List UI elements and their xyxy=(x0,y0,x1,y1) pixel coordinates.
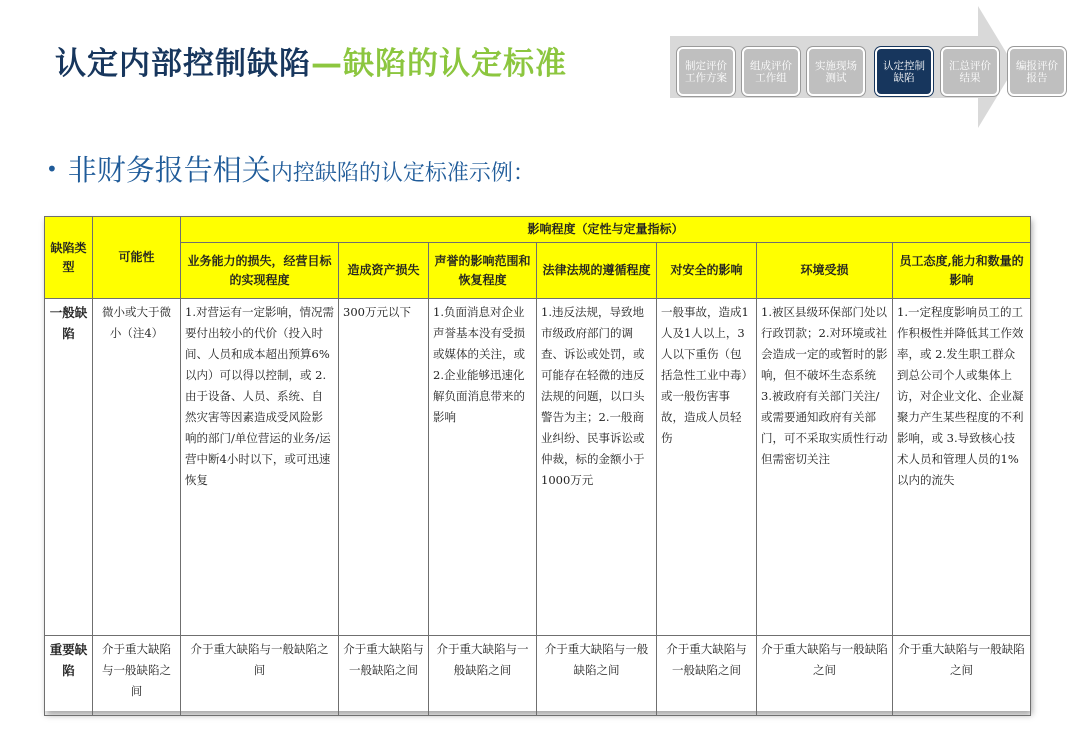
header-defect-type: 缺陷类型 xyxy=(45,217,93,299)
cell-general-safety: 一般事故，造成1人及1人以上，3人以下重伤（包括急性工业中毒）或一般伤害事故，造成人员轻伤 xyxy=(657,299,757,636)
cell-important-reputation: 介于重大缺陷与一般缺陷之间 xyxy=(429,636,537,716)
cell-general-staff: 1.一定程度影响员工的工作积极性并降低其工作效率，或 2.发生职工群众到总公司个人或集体上访，对企业文化、企业凝聚力产生某些程度的不利影响，或 3.导致核心技术人员和管理人员的1%以内的流失 xyxy=(893,299,1031,636)
criteria-table xyxy=(44,216,1031,716)
cell-general-asset: 300万元以下 xyxy=(339,299,429,636)
row-likelihood-general: 微小或大于微小（注4） xyxy=(93,299,181,636)
cell-general-reputation: 1.负面消息对企业声誉基本没有受损或媒体的关注，或 2.企业能够迅速化解负面消息带来的影响 xyxy=(429,299,537,636)
process-step-label: 汇总评价结果 xyxy=(949,59,991,84)
bullet-dot-icon: • xyxy=(46,157,58,181)
process-step-label: 编报评价报告 xyxy=(1016,59,1058,84)
cell-important-business: 介于重大缺陷与一般缺陷之间 xyxy=(181,636,339,716)
cell-important-safety: 介于重大缺陷与一般缺陷之间 xyxy=(657,636,757,716)
process-step-label: 认定控制缺陷 xyxy=(883,59,925,84)
cell-general-business: 1.对营运有一定影响，情况需要付出较小的代价（投入时间、人员和成本超出预算6%以内）可以得以控制，或 2.由于设备、人员、系统、自然灾害等因素造成受风险影响的部门/单位营运的业务/运营中断4小时以下，或可迅速恢复 xyxy=(181,299,339,636)
cell-important-staff: 介于重大缺陷与一般缺陷之间 xyxy=(893,636,1031,716)
bullet-large-text: 非财务报告相关 xyxy=(67,153,271,187)
process-step-5 xyxy=(941,47,999,96)
cell-important-environment: 介于重大缺陷与一般缺陷之间 xyxy=(757,636,893,716)
header-impact-group: 影响程度（定性与定量指标） xyxy=(181,217,1031,243)
bullet-small-text: 内控缺陷的认定标准示例： xyxy=(270,161,535,186)
header-impact-safety: 对安全的影响 xyxy=(657,243,757,299)
process-flow xyxy=(670,6,1070,128)
row-type-important: 重要缺陷 xyxy=(45,636,93,716)
process-step-label: 实施现场测试 xyxy=(815,59,857,84)
header-impact-business: 业务能力的损失，经营目标的实现程度 xyxy=(181,243,339,299)
title-main: 认定内部控制缺陷 xyxy=(55,46,311,82)
cell-important-asset: 介于重大缺陷与一般缺陷之间 xyxy=(339,636,429,716)
row-type-general: 一般缺陷 xyxy=(45,299,93,636)
header-impact-staff: 员工态度,能力和数量的影响 xyxy=(893,243,1031,299)
process-step-1 xyxy=(677,47,735,96)
criteria-table-image xyxy=(44,216,1030,711)
bullet-line xyxy=(46,148,535,189)
header-impact-reputation: 声誉的影响范围和恢复程度 xyxy=(429,243,537,299)
title-sub: —缺陷的认定标准 xyxy=(311,46,567,82)
process-step-2 xyxy=(742,47,800,96)
table-row-important xyxy=(45,636,1031,716)
cell-general-legal: 1.违反法规，导致地市级政府部门的调查、诉讼或处罚，或可能存在轻微的违反法规的问题，以口头警告为主；2.一般商业纠纷、民事诉讼或仲裁，标的金额小于1000万元 xyxy=(537,299,657,636)
process-step-3 xyxy=(807,47,865,96)
table-row-general xyxy=(45,299,1031,636)
process-step-6 xyxy=(1008,47,1066,96)
process-step-4-active xyxy=(875,47,933,96)
page-title xyxy=(55,38,567,83)
header-impact-asset: 造成资产损失 xyxy=(339,243,429,299)
header-impact-legal: 法律法规的遵循程度 xyxy=(537,243,657,299)
cell-important-legal: 介于重大缺陷与一般缺陷之间 xyxy=(537,636,657,716)
cell-general-environment: 1.被区县级环保部门处以行政罚款；2.对环境或社会造成一定的或暂时的影响，但不破坏生态系统 3.被政府有关部门关注/或需要通知政府有关部门，可不采取实质性行动但需密切关注 xyxy=(757,299,893,636)
process-step-label: 制定评价工作方案 xyxy=(685,59,727,84)
row-likelihood-important: 介于重大缺陷与一般缺陷之间 xyxy=(93,636,181,716)
header-likelihood: 可能性 xyxy=(93,217,181,299)
header-impact-environment: 环境受损 xyxy=(757,243,893,299)
process-step-label: 组成评价工作组 xyxy=(750,59,792,84)
